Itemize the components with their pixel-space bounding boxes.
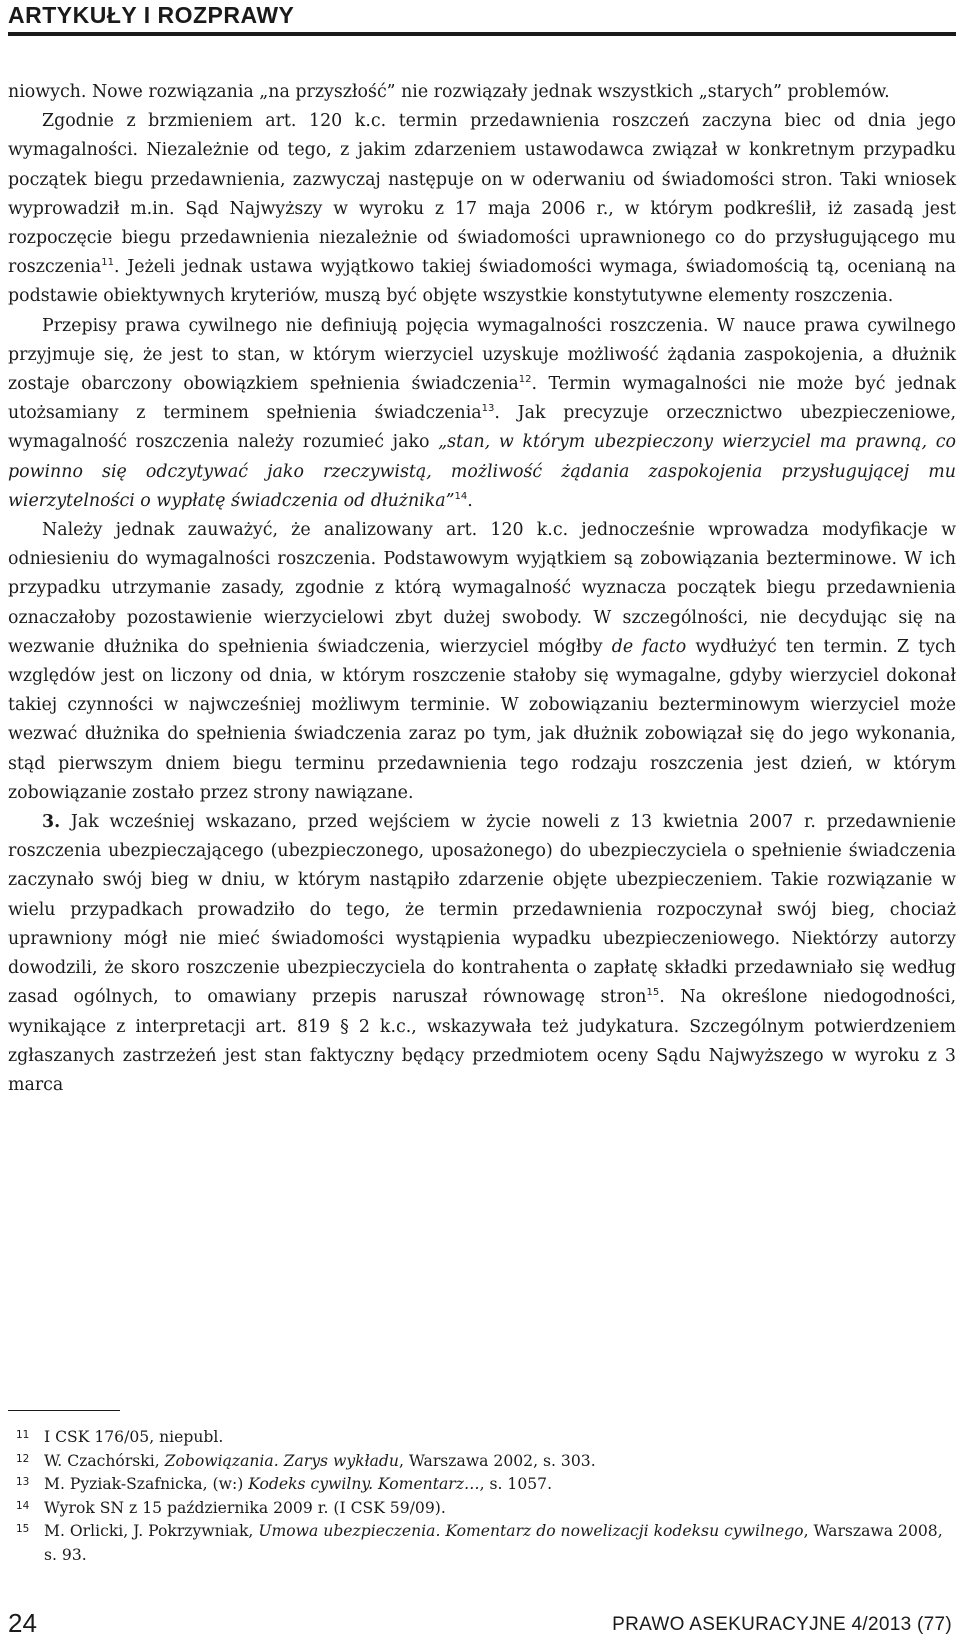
footnote-ref: 11 [101,257,114,269]
section-header: ARTYKUŁY I ROZPRAWY [8,2,295,28]
italic-text: Kodeks cywilny. Komentarz… [248,1475,480,1493]
text-run: I CSK 176/05, niepubl. [44,1428,224,1446]
footnote-number: 15 [16,1523,30,1535]
text-run: Należy jednak zauważyć, że analizowany art. 120 k.c. jednocześnie wprowadza modyfikacje w odniesieniu do wymagalności roszczenia. Podstawowym wyjątkiem są zobowiązania bezterminowe. W ich przypadku utrzymanie zasady, zgodnie z którą wymagalność wyznacza początek biegu przedawnienia oznaczałoby pozostawienie wierzycielowi zbyt dużej swobody. W szczególności, nie decydując się na wezwanie dłużnika do spełnienia świadczenia, wierzyciel mógłby [8,520,956,657]
text-run: wydłużyć ten termin. Z tych względów jest on liczony od dnia, w którym roszczenie stałoby się wymagalne, gdyby wierzyciel dokonał takiej czynności w najwcześniej możliwym terminie. W zobowiązaniu bezterminowym wierzyciel może wezwać dłużnika do spełnienia świadczenia zaraz po tym, jak dłużnik zobowiązał się do jego wykonania, stąd pierwszym dniem biegu terminu przedawnienia tego rodzaju roszczenia jest dzień, w którym zobowiązanie zostało przez strony nawiązane. [8,636,956,803]
text-run: . Jeżeli jednak ustawa wyjątkowo takiej świadomości wymaga, świadomością tą, ocenianą na podstawie obiektywnych kryteriów, muszą być objęte wszystkie konstytutywne elementy roszczenia. [8,257,956,307]
journal-name: PRAWO ASEKURACYJNE 4/2013 (77) [612,1614,952,1635]
italic-text: de facto [611,636,687,657]
footnote [8,1473,956,1497]
text-run: niowych. Nowe rozwiązania „na przyszłość” nie rozwiązały jednak wszystkich „starych” problemów. [8,82,890,102]
italic-text: Zobowiązania. Zarys wykładu [164,1451,399,1470]
footnotes [8,1426,956,1567]
footnote [8,1450,956,1474]
text-run: W. Czachórski, [44,1451,165,1470]
footnote-number: 14 [16,1499,30,1512]
footnote-ref: 12 [518,374,532,386]
text-run: , Warszawa 2008, s. 93. [44,1522,943,1564]
text-run: M. Orlicki, J. Pokrzywniak, [44,1522,259,1540]
paragraph [8,107,956,311]
text-run: . Na określone niedogodności, wynikające z interpretacji art. 819 § 2 k.c., wskazywała też judykatura. Szczególnym potwierdzeniem zgłaszanych zastrzeżeń jest stan faktyczny będący przedmiotem oceny Sądu Najwyższego w wyroku z 3 marca [8,987,957,1095]
text-run: Zgodnie z brzmieniem art. 120 k.c. termin przedawnienia roszczeń zaczyna biec od dnia jego wymagalności. Niezależnie od tego, z jakim zdarzeniem ustawodawca związał w konkretnym przypadku początek biegu przedawnienia, zazwyczaj następuje on w oderwaniu od świadomości stron. Taki wniosek wyprowadził m.in. Sąd Najwyższy w wyroku z 17 maja 2006 r., w którym podkreślił, iż zasadą jest rozpoczęcie biegu przedawnienia niezależnie od świadomości uprawnionego co do przysługującego mu roszczenia [8,111,956,278]
header-rule [8,32,956,36]
text-run: . [467,490,473,511]
footnote-separator [8,1410,120,1411]
text-run: . Jak precyzuje orzecznictwo ubezpieczeniowe, wymagalność roszczenia należy rozumieć jako [8,403,956,453]
paragraph [8,516,956,808]
text-run: Przepisy prawa cywilnego nie definiują pojęcia wymagalności roszczenia. W nauce prawa cywilnego przyjmuje się, że jest to stan, w którym wierzyciel uzyskuje możliwość żądania zaspokojenia, a dłużnik zostaje obarczony obowiązkiem spełnienia świadczenia [8,315,956,395]
footnote-ref: 14 [454,490,468,502]
text-run: Jak wcześniej wskazano, przed wejściem w życie noweli z 13 kwietnia 2007 r. przedawnienie roszczenia ubezpieczającego (ubezpieczonego, uposażonego) do ubezpieczyciela o spełnienie świadczenia zaczynało swój bieg w dniu, w którym nastąpiło zdarzenie objęte ubezpieczeniem. Takie rozwiązanie w wielu przypadkach prowadziło do tego, że termin przedawnienia rozpoczynał swój bieg, chociaż uprawniony mógł nie mieć świadomości wystąpienia wypadku ubezpieczeniowego. Niektórzy autorzy dowodzili, że skoro roszczenie ubezpieczyciela do kontrahenta o zapłatę składki przedawniało się według zasad ogólnych, to omawiany przepis naruszał równowagę stron [8,812,956,1008]
footnote-number: 13 [16,1476,30,1488]
italic-text: „stan, w którym ubezpieczony wierzyciel ma prawną, co powinno się odczytywać jako rzeczywistą, możliwość żądania zaspokojenia przysługującej mu wierzytelności o wypłatę świadczenia od dłużnika” [8,432,956,511]
footnote-ref: 13 [481,403,495,415]
section-number: 3. [42,812,61,833]
text-run: M. Pyziak-Szafnicka, (w:) [44,1475,249,1493]
text-run: , s. 1057. [479,1475,553,1493]
paragraph [8,808,956,1100]
paragraph [8,312,956,516]
footnote [8,1520,956,1567]
text-run: , Warszawa 2002, s. 303. [398,1451,596,1470]
paragraph [8,78,956,107]
page-number: 24 [8,1608,37,1638]
text-run: . Termin wymagalności nie może być jednak utożsamiany z terminem spełnienia świadczenia [8,374,956,424]
footnote [8,1426,956,1450]
footnote-number: 11 [16,1429,30,1441]
footnote-number: 12 [16,1452,30,1465]
italic-text: Umowa ubezpieczenia. Komentarz do nowelizacji kodeksu cywilnego [258,1522,804,1540]
text-run: Wyrok SN z 15 października 2009 r. (I CSK 59/09). [44,1498,446,1517]
footnote-ref: 15 [646,987,660,999]
footnote [8,1497,956,1521]
article-body [8,78,956,1100]
